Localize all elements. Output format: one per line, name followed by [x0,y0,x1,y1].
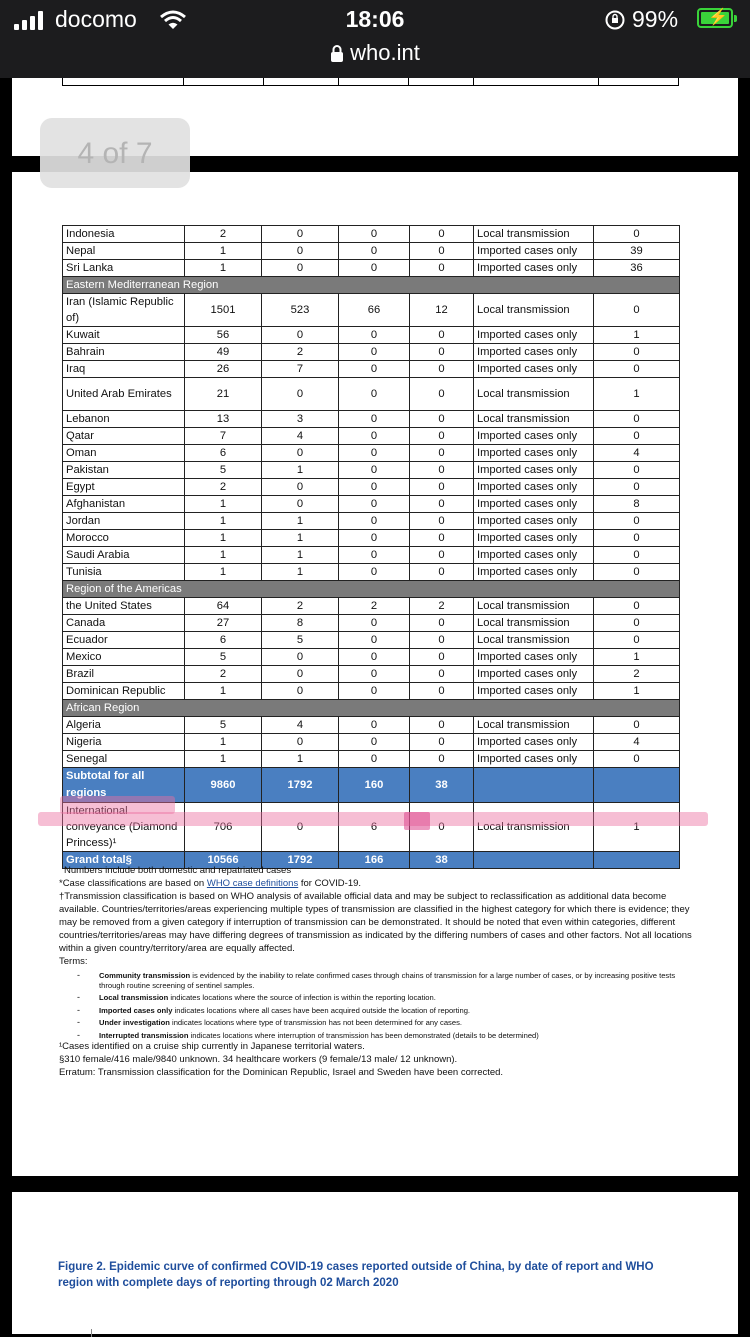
country-cell: Grand total§ [63,852,185,869]
country-cell: Jordan [63,513,185,530]
table-cell: Local transmission [474,632,594,649]
table-cell: 0 [410,445,474,462]
table-cell: 56 [185,327,262,344]
table-row [63,683,680,700]
table-cell: 0 [594,530,680,547]
address-bar[interactable] [0,40,750,66]
table-cell: 0 [262,260,339,277]
table-cell: 1 [594,649,680,666]
table-cell: Imported cases only [474,734,594,751]
table-cell: 9860 [185,768,262,803]
table-row [63,513,680,530]
table-cell: Local transmission [474,378,594,411]
table-row [63,530,680,547]
text-cursor [91,1329,92,1337]
table-cell: 1 [185,513,262,530]
table-row [63,564,680,581]
table-row [63,344,680,361]
table-cell: 0 [339,243,410,260]
table-cell: 1 [594,327,680,344]
table-cell: 0 [594,632,680,649]
table-cell: 0 [339,260,410,277]
table-cell: 0 [410,378,474,411]
table-cell: 0 [410,327,474,344]
table-row [63,479,680,496]
table-cell: 523 [262,294,339,327]
country-cell: Dominican Republic [63,683,185,700]
table-cell: 0 [339,428,410,445]
table-cell: 0 [410,734,474,751]
table-cell: 160 [339,768,410,803]
table-cell: Imported cases only [474,243,594,260]
table-cell: 1 [262,530,339,547]
table-cell: Imported cases only [474,260,594,277]
table-row [63,260,680,277]
table-cell: 0 [262,666,339,683]
table-cell: 0 [410,344,474,361]
table-row [63,294,680,327]
table-cell: 0 [339,378,410,411]
table-cell: 2 [594,666,680,683]
table-cell: 0 [594,294,680,327]
table-cell: 0 [410,547,474,564]
table-cell: 5 [262,632,339,649]
table-cell: 0 [594,615,680,632]
table-cell: 706 [185,803,262,852]
table-cell: 66 [339,294,410,327]
table-row [63,462,680,479]
table-cell: 0 [410,226,474,243]
country-cell: Saudi Arabia [63,547,185,564]
table-cell: 5 [185,649,262,666]
table-cell: 4 [594,734,680,751]
table-cell: Imported cases only [474,327,594,344]
country-cell: Indonesia [63,226,185,243]
footnote: Numbers include both domestic and repatriated cases [64,865,292,876]
table-cell: 0 [339,734,410,751]
country-cell: Nigeria [63,734,185,751]
rotation-lock-icon [604,9,626,31]
table-cell: 0 [410,428,474,445]
table-cell: 0 [410,564,474,581]
region-header-row [63,277,680,294]
table-cell: 0 [594,564,680,581]
table-cell: 7 [262,361,339,378]
table-row [63,598,680,615]
table-cell [594,768,680,803]
table-cell: 1792 [262,852,339,869]
table-cell: 0 [339,344,410,361]
table-cell: 0 [410,530,474,547]
region-header-row [63,700,680,717]
table-cell: 0 [410,649,474,666]
table-cell: Imported cases only [474,683,594,700]
country-cell: Bahrain [63,344,185,361]
table-cell: 0 [339,717,410,734]
carrier-label: docomo [55,6,137,32]
table-row [63,666,680,683]
terms-label: Terms: [59,956,88,967]
table-cell: Local transmission [474,411,594,428]
table-cell: 0 [594,344,680,361]
country-cell: Mexico [63,649,185,666]
table-cell: Local transmission [474,615,594,632]
table-cell: 166 [339,852,410,869]
table-cell: 0 [410,683,474,700]
table-cell: 0 [594,513,680,530]
region-header-row [63,581,680,598]
table-cell: 0 [262,496,339,513]
table-cell: 1 [185,564,262,581]
table-row [63,226,680,243]
figure-caption: Figure 2. Epidemic curve of confirmed COVID-19 cases reported outside of China, by date of report and WHO region with complete days of reporting through 02 March 2020 [58,1261,654,1289]
battery-percentage: 99% [632,6,679,32]
table-cell: Imported cases only [474,649,594,666]
table-cell: 7 [185,428,262,445]
country-cell: Iran (Islamic Republic of) [63,294,185,327]
table-cell: 0 [594,751,680,768]
table-cell: 1501 [185,294,262,327]
table-cell: 38 [410,852,474,869]
table-cell: 0 [339,649,410,666]
table-cell: 0 [339,462,410,479]
country-cell: Tunisia [63,564,185,581]
country-cell: Morocco [63,530,185,547]
table-cell: 0 [262,683,339,700]
country-cell: Ecuador [63,632,185,649]
table-cell: 0 [410,361,474,378]
region-label: African Region [63,700,680,717]
table-row [63,411,680,428]
footnote: Erratum: Transmission classification for the Dominican Republic, Israel and Sweden have been corrected. [59,1067,504,1078]
pdf-page [12,172,738,1176]
table-cell: 0 [339,361,410,378]
country-cell: Kuwait [63,327,185,344]
footnote: §310 female/416 male/9840 unknown. 34 healthcare workers (9 female/13 male/ 12 unknown). [59,1054,458,1065]
table-cell: 0 [262,243,339,260]
table-cell: 0 [339,615,410,632]
country-cell: Brazil [63,666,185,683]
table-cell: 0 [339,513,410,530]
table-cell: 0 [339,226,410,243]
table-cell: 13 [185,411,262,428]
table-cell: Imported cases only [474,564,594,581]
table-cell: 10566 [185,852,262,869]
table-cell: 38 [410,768,474,803]
country-cell: Qatar [63,428,185,445]
country-cell: United Arab Emirates [63,378,185,411]
table-cell: 0 [410,479,474,496]
table-cell: 0 [339,479,410,496]
table-cell: Imported cases only [474,479,594,496]
country-cell: Egypt [63,479,185,496]
table-cell: 0 [339,666,410,683]
table-row [63,327,680,344]
country-cell: International conveyance (Diamond Princess)¹ [63,803,185,852]
table-cell: 2 [262,598,339,615]
table-cell: 2 [185,666,262,683]
term-item: - Imported cases only indicates locations where all cases have been acquired outside the location of reporting. [77,1004,471,1015]
table-cell: 5 [185,462,262,479]
table-cell: 0 [262,445,339,462]
table-cell: 0 [262,734,339,751]
table-cell: 0 [262,226,339,243]
status-bar [0,0,750,78]
table-cell: 0 [410,615,474,632]
table-cell: Local transmission [474,598,594,615]
table-cell: 0 [594,361,680,378]
table-cell: 27 [185,615,262,632]
table-row [63,378,680,411]
table-cell: 0 [594,462,680,479]
term-item: - Community transmission is evidenced by the inability to relate confirmed cases through chains of transmission for a large number of cases, or by increasing positive tests through routine screening of sentinel samples. [77,970,676,990]
country-cell: Afghanistan [63,496,185,513]
table-cell: 0 [410,803,474,852]
lock-icon [330,44,344,62]
table-row [63,615,680,632]
country-cell: Iraq [63,361,185,378]
term-item: - Local transmission indicates locations where the source of infection is within the reporting location. [77,992,436,1002]
table-cell: 8 [262,615,339,632]
table-cell: 1 [185,547,262,564]
table-cell: 0 [262,803,339,852]
table-row [63,734,680,751]
who-case-definitions-link[interactable]: WHO case definitions [206,878,299,889]
table-cell: 1 [262,547,339,564]
table-cell: 1 [262,462,339,479]
country-cell: the United States [63,598,185,615]
footnote: †Transmission classification is based on WHO analysis of available official data and may be subject to reclassification as additional data become available. Countries/territories/areas experiencing multiple types of transmission are classified in the highest category for which there is evidence; they may be removed from a given category if interruption of transmission can be demonstrated. It should be noted that even within categories, different countries/territories/areas may have differing degrees of transmission as indicated by the differing numbers of cases and other factors. Not all locations within a given country/territory/area are equally affected. [59,891,692,954]
country-cell: Subtotal for all regions [63,768,185,803]
table-cell [474,768,594,803]
table-cell: Imported cases only [474,513,594,530]
table-cell: 0 [339,632,410,649]
table-cell: 0 [339,327,410,344]
table-row [63,243,680,260]
table-cell: 4 [262,717,339,734]
table-cell: 1 [262,513,339,530]
table-cell: 1 [185,496,262,513]
table-cell: 2 [185,479,262,496]
country-cell: Algeria [63,717,185,734]
table-cell: 2 [339,598,410,615]
table-cell: 1 [185,734,262,751]
table-cell: 0 [410,260,474,277]
table-cell: 4 [594,445,680,462]
table-cell: 0 [262,378,339,411]
table-cell: 1 [262,564,339,581]
next-pdf-page [12,1192,738,1334]
table-cell: Imported cases only [474,530,594,547]
table-cell: 1 [594,803,680,852]
table-cell: 0 [594,479,680,496]
table-cell: 1 [262,751,339,768]
table-cell: 6 [339,803,410,852]
table-cell: 0 [410,513,474,530]
highlight-mark [38,812,708,826]
table-cell: 1 [185,243,262,260]
table-cell: 0 [410,717,474,734]
table-cell: 2 [262,344,339,361]
table-cell: 8 [594,496,680,513]
country-cell: Pakistan [63,462,185,479]
table-row [63,361,680,378]
table-cell: 6 [185,445,262,462]
table-cell: 0 [594,717,680,734]
table-cell: 0 [339,496,410,513]
table-cell: Local transmission [474,803,594,852]
table-cell: 0 [262,649,339,666]
table-cell: 0 [410,411,474,428]
table-cell: 1 [185,260,262,277]
country-cell: Nepal [63,243,185,260]
term-item: - Under investigation indicates locations where type of transmission has not been determined for any cases. [77,1017,462,1027]
country-cell: Canada [63,615,185,632]
table-cell: Imported cases only [474,666,594,683]
table-cell: 5 [185,717,262,734]
table-cell: 0 [410,243,474,260]
table-cell: Imported cases only [474,496,594,513]
highlight-mark [404,812,430,830]
table-cell: 0 [594,598,680,615]
country-cell: Senegal [63,751,185,768]
footnote: ¹Cases identified on a cruise ship currently in Japanese territorial waters. [59,1041,365,1052]
table-cell: 0 [410,751,474,768]
table-cell: 0 [339,547,410,564]
table-cell: 0 [262,327,339,344]
table-cell: 12 [410,294,474,327]
table-cell: 4 [262,428,339,445]
table-cell: 26 [185,361,262,378]
battery-icon: ⚡ [697,8,733,28]
table-cell: 0 [339,411,410,428]
table-cell: 0 [594,411,680,428]
table-cell: 49 [185,344,262,361]
table-cell: Imported cases only [474,428,594,445]
table-cell: 0 [410,496,474,513]
table-row [63,445,680,462]
table-cell: Imported cases only [474,462,594,479]
table-cell: 1 [185,530,262,547]
table-cell: Local transmission [474,226,594,243]
table-footnotes [59,864,699,1079]
table-cell: 1792 [262,768,339,803]
table-cell: 1 [185,683,262,700]
table-cell: 0 [594,428,680,445]
table-cell: Imported cases only [474,344,594,361]
terms-list [59,971,699,1040]
table-cell: 0 [410,666,474,683]
table-cell: Imported cases only [474,445,594,462]
table-cell: 36 [594,260,680,277]
table-cell: 21 [185,378,262,411]
table-row [63,547,680,564]
table-cell: Local transmission [474,294,594,327]
table-row [63,496,680,513]
url-text: who.int [350,40,420,65]
table-cell: Local transmission [474,717,594,734]
table-cell: 64 [185,598,262,615]
footnote: *Case classifications are based on WHO case definitions for COVID-19. [59,878,362,889]
table-cell: 0 [594,226,680,243]
country-cell: Oman [63,445,185,462]
table-row [63,751,680,768]
table-cell: 0 [410,462,474,479]
page-indicator: 4 of 7 [40,118,190,188]
term-item: - Interrupted transmission indicates locations where interruption of transmission has been demonstrated (details to be determined) [77,1029,539,1040]
table-cell: 0 [410,632,474,649]
table-row [63,428,680,445]
table-cell: Imported cases only [474,361,594,378]
table-row [63,632,680,649]
table-cell: 1 [185,751,262,768]
table-cell: 1 [594,683,680,700]
table-cell: 0 [594,547,680,564]
table-cell: 39 [594,243,680,260]
table-cell: 0 [339,530,410,547]
table-row [63,649,680,666]
table-cell: 2 [410,598,474,615]
table-cell: 0 [339,683,410,700]
table-cell: 6 [185,632,262,649]
table-cell: Imported cases only [474,751,594,768]
table-cell: 3 [262,411,339,428]
table-cell: 0 [339,564,410,581]
country-cell: Sri Lanka [63,260,185,277]
table-cell: Imported cases only [474,547,594,564]
table-cell: 0 [262,479,339,496]
cases-table [62,225,680,869]
table-cell: 0 [339,751,410,768]
table-cell: 2 [185,226,262,243]
country-cell: Lebanon [63,411,185,428]
table-cell: 1 [594,378,680,411]
region-label: Region of the Americas [63,581,680,598]
clock: 18:06 [345,6,405,32]
table-cell: 0 [339,445,410,462]
table-row [63,717,680,734]
region-label: Eastern Mediterranean Region [63,277,680,294]
